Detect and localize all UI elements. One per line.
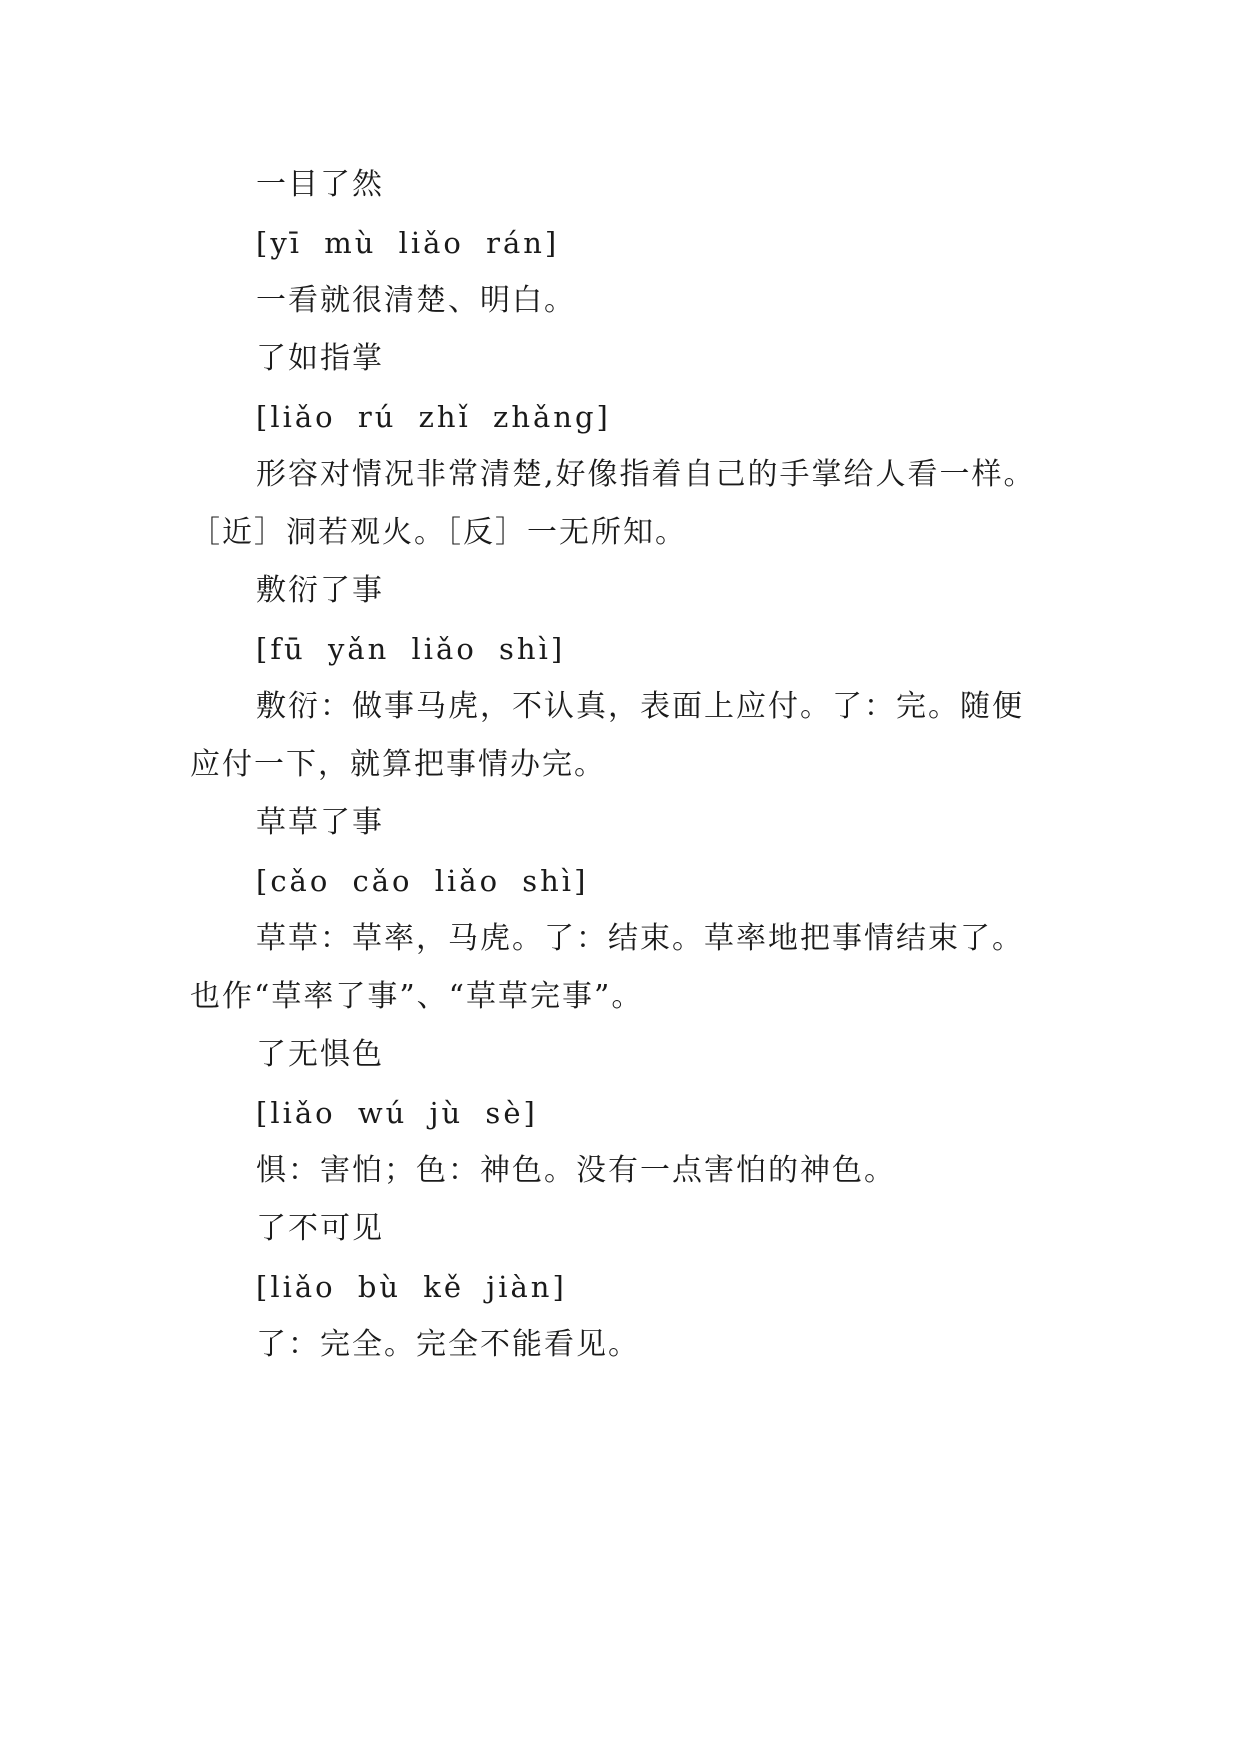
entry-definition: 敷衍：做事马虎，不认真，表面上应付。了：完。随便 <box>256 689 1024 724</box>
entry-term: 了如指掌 <box>256 341 384 376</box>
entry-definition: 草草：草率，马虎。了：结束。草率地把事情结束了。 <box>256 921 1024 956</box>
entry-pinyin: [liǎo rú zhǐ zhǎng] <box>256 400 611 434</box>
entry-term: 一目了然 <box>256 167 384 202</box>
entry-pinyin: [cǎo cǎo liǎo shì] <box>256 864 589 898</box>
entry-definition-continuation: 应付一下，就算把事情办完。 <box>190 747 606 782</box>
entry-term: 敷衍了事 <box>256 573 384 608</box>
entry-term: 了无惧色 <box>256 1037 384 1072</box>
entry-definition-continuation: 也作“草率了事”、“草草完事”。 <box>190 979 644 1014</box>
entry-term: 草草了事 <box>256 805 384 840</box>
entry-pinyin: [yī mù liǎo rán] <box>256 226 560 260</box>
entry-definition: 形容对情况非常清楚,好像指着自己的手掌给人看一样。 <box>256 457 1036 492</box>
entry-definition: 了：完全。完全不能看见。 <box>256 1327 640 1362</box>
entry-definition: 惧：害怕；色：神色。没有一点害怕的神色。 <box>256 1153 896 1188</box>
entry-pinyin: [liǎo wú jù sè] <box>256 1096 538 1130</box>
entry-pinyin: [fū yǎn liǎo shì] <box>256 632 566 666</box>
entry-term: 了不可见 <box>256 1211 384 1246</box>
entry-definition: 一看就很清楚、明白。 <box>256 283 576 318</box>
entry-definition-continuation: ［近］洞若观火。［反］一无所知。 <box>190 515 687 550</box>
entry-pinyin: [liǎo bù kě jiàn] <box>256 1270 567 1304</box>
